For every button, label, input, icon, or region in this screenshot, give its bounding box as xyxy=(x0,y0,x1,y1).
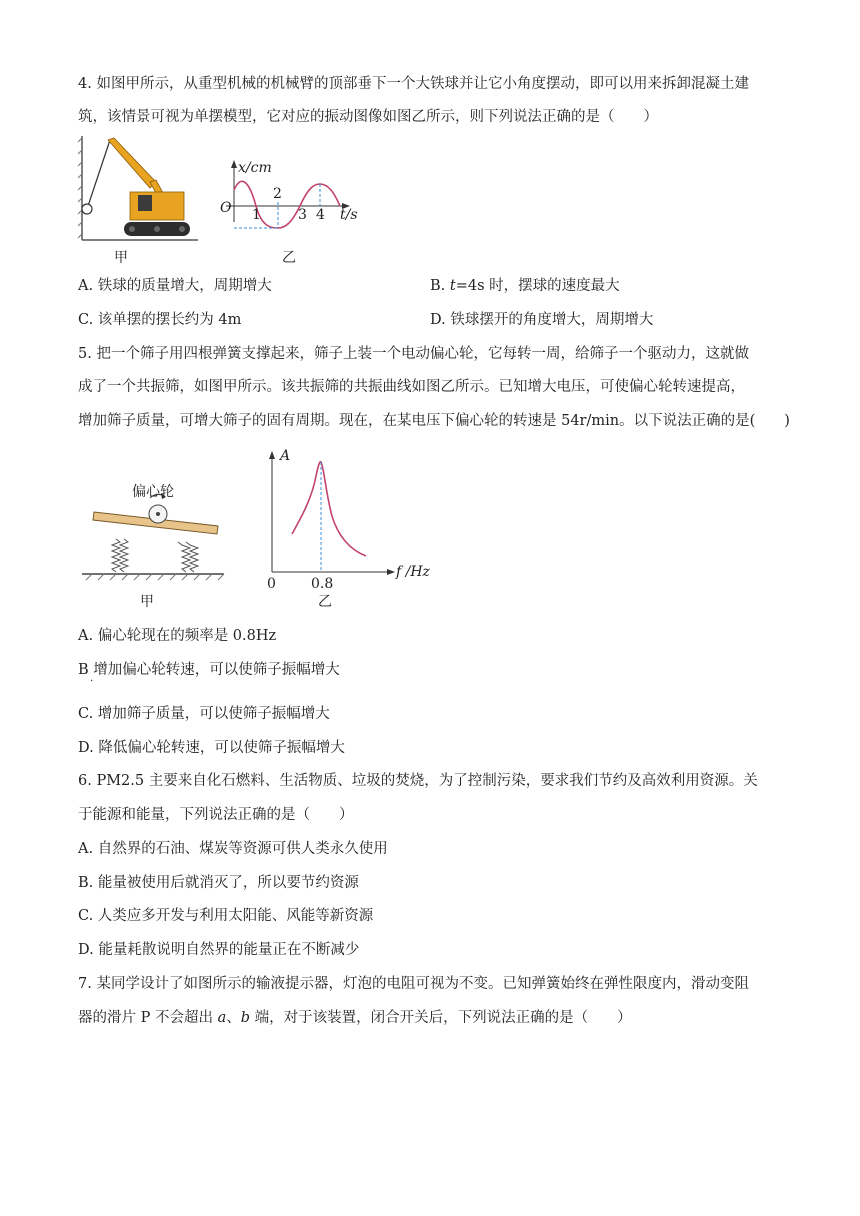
q5-graph-y-axis-label: A xyxy=(280,448,291,464)
q4-excavator-figure xyxy=(78,136,198,240)
q5-stem-line1: 5. 把一个筛子用四根弹簧支撑起来，筛子上装一个电动偏心轮，它每转一周，给筛子一个驱动力，这就做 xyxy=(78,346,749,362)
q7-stem-line1: 7. 某同学设计了如图所示的输液提示器，灯泡的电阻可视为不变。已知弹簧始终在弹性限度内，滑动变阻 xyxy=(78,976,749,992)
q4-graph-tick-4: 4 xyxy=(316,207,325,223)
q4-graph-tick-2: 2 xyxy=(273,186,282,202)
q4-stem-line2: 筑，该情景可视为单摆模型，它对应的振动图像如图乙所示，则下列说法正确的是（ ） xyxy=(78,109,658,125)
q6-option-b: B. 能量被使用后就消灭了，所以要节约资源 xyxy=(78,875,359,891)
q4-graph-y-axis-label: x/cm xyxy=(238,160,272,176)
q6-option-d: D. 能量耗散说明自然界的能量正在不断减少 xyxy=(78,942,360,958)
q4-fig-jia-label: 甲 xyxy=(114,250,128,266)
q4-option-b xyxy=(430,276,620,296)
q5-eccentric-wheel-label: 偏心轮 xyxy=(132,484,174,500)
q5-sieve-figure xyxy=(82,493,224,580)
q7-var-b: b xyxy=(240,1010,251,1026)
q5-graph-peak-tick: 0.8 xyxy=(311,576,334,592)
q5-stem-line2: 成了一个共振筛，如图甲所示。该共振筛的共振曲线如图乙所示。已知增大电压，可使偏心轮转速提高， xyxy=(78,379,745,395)
q4-graph-tick-1: 1 xyxy=(252,207,261,223)
q5-stem-line3: 增加筛子质量，可增大筛子的固有周期。现在，在某电压下偏心轮的转速是 54r/min。以下说法正确的是( ) xyxy=(78,413,790,429)
q7-stem-line2-part1: 器的滑片 P 不会超出 xyxy=(78,1010,218,1026)
q6-option-a: A. 自然界的石油、煤炭等资源可供人类永久使用 xyxy=(78,841,388,857)
q5-figures xyxy=(78,446,438,610)
q5-fig-yi-label: 乙 xyxy=(318,594,332,610)
q5-option-c: C. 增加筛子质量，可以使筛子振幅增大 xyxy=(78,706,330,722)
q6-stem-line1: 6. PM2.5 主要来自化石燃料、生活物质、垃圾的焚烧，为了控制污染，要求我们节约及高效利用资源。关 xyxy=(78,773,758,789)
q6-option-c: C. 人类应多开发与利用太阳能、风能等新资源 xyxy=(78,908,374,924)
q4-graph-tick-3: 3 xyxy=(298,207,307,223)
q4-option-b-rest: =4s 时，摆球的速度最大 xyxy=(455,278,620,294)
q4-graph-origin: O xyxy=(220,200,232,216)
q5-fig-jia-label: 甲 xyxy=(140,594,154,610)
q5-option-b-dot: · xyxy=(90,676,94,687)
q5-resonance-graph xyxy=(269,451,395,575)
q4-option-a: A. 铁球的质量增大，周期增大 xyxy=(78,278,272,294)
q7-sep: 、 xyxy=(226,1010,241,1026)
q5-option-a: A. 偏心轮现在的频率是 0.8Hz xyxy=(78,628,277,644)
q4-graph-x-axis-label: t/s xyxy=(340,207,358,223)
q6-stem-line2: 于能源和能量，下列说法正确的是（ ） xyxy=(78,807,354,823)
q4-option-b-prefix: B. xyxy=(430,278,450,294)
q5-graph-origin: 0 xyxy=(267,576,276,592)
q4-fig-yi-label: 乙 xyxy=(282,250,296,266)
q5-option-d: D. 降低偏心轮转速，可以使筛子振幅增大 xyxy=(78,740,345,756)
q4-figures xyxy=(78,132,408,270)
q7-var-a: a xyxy=(217,1010,227,1026)
q7-stem-line2 xyxy=(78,1008,632,1028)
q4-option-d: D. 铁球摆开的角度增大，周期增大 xyxy=(430,312,654,328)
q4-option-c: C. 该单摆的摆长约为 4m xyxy=(78,312,242,328)
q5-graph-x-axis-label: f /Hz xyxy=(396,564,430,580)
q4-stem-line1: 4. 如图甲所示，从重型机械的机械臂的顶部垂下一个大铁球并让它小角度摆动，即可以用来拆卸混凝土建 xyxy=(78,76,749,92)
q4-option-b-var: t xyxy=(449,278,456,294)
q5-option-b: B 增加偏心轮转速，可以使筛子振幅增大 xyxy=(78,662,340,678)
q7-stem-line2-part2: 端，对于该装置，闭合开关后，下列说法正确的是（ ） xyxy=(250,1010,632,1026)
